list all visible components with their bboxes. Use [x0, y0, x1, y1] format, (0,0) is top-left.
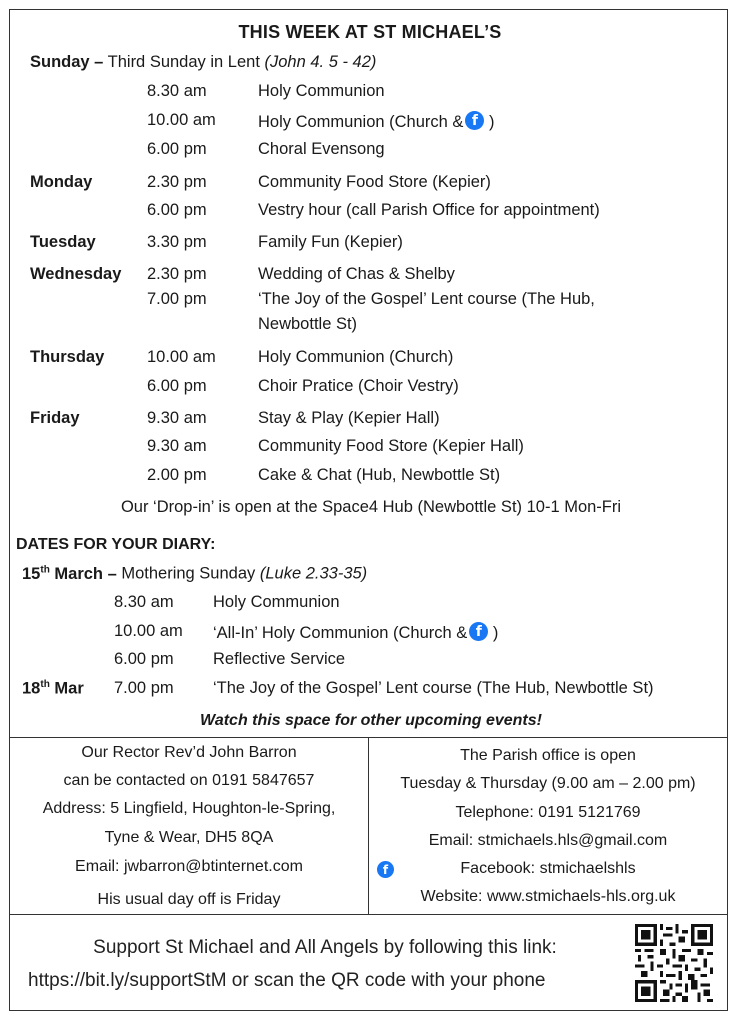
sunday-event-2: [258, 111, 495, 132]
march18-date: [22, 679, 84, 699]
march15-event-3: Reflective Service: [213, 650, 346, 668]
diary-heading: DATES FOR YOUR DIARY:: [16, 536, 216, 553]
wednesday-event-1: Wedding of Chas & Shelby: [258, 265, 455, 283]
march15-event-1: Holy Communion: [213, 593, 340, 611]
sunday-day: Sunday –: [30, 53, 104, 71]
divider-footer: [9, 914, 728, 915]
monday-event-1: Community Food Store (Kepier): [258, 173, 491, 191]
march15-date-sup: th: [40, 564, 50, 575]
march15-desc: Mothering Sunday: [116, 564, 260, 583]
friday-event-1: Stay & Play (Kepier Hall): [258, 409, 440, 427]
march15-date-rest: March –: [49, 564, 117, 583]
sunday-event-2-text: Holy Communion (Church &: [258, 113, 464, 131]
wednesday-event-2: ‘The Joy of the Gospel’ Lent course (The Hub,: [258, 290, 595, 308]
march15-time-1: 8.30 am: [114, 593, 174, 611]
wednesday-day: Wednesday: [30, 265, 122, 283]
march15-event-2: [213, 622, 498, 643]
office-line-1: The Parish office is open: [460, 747, 636, 764]
tuesday-day: Tuesday: [30, 233, 96, 251]
friday-time-1: 9.30 am: [147, 409, 207, 427]
thursday-event-1: Holy Communion (Church): [258, 348, 454, 366]
office-website: Website: www.stmichaels-hls.org.uk: [420, 888, 676, 905]
facebook-icon: f: [465, 111, 484, 130]
sunday-time-3: 6.00 pm: [147, 140, 207, 158]
march15-date: [22, 565, 117, 583]
rector-address-2: Tyne & Wear, DH5 8QA: [104, 829, 274, 846]
march15-time-3: 6.00 pm: [114, 650, 174, 668]
thursday-event-2: Choir Pratice (Choir Vestry): [258, 377, 459, 395]
wednesday-event-2-cont: Newbottle St): [258, 315, 358, 333]
sunday-reading: (John 4. 5 - 42): [264, 53, 377, 71]
qr-code-icon[interactable]: [635, 924, 713, 1002]
rector-day-off: His usual day off is Friday: [97, 891, 281, 908]
office-phone: Telephone: 0191 5121769: [455, 804, 641, 821]
monday-day: Monday: [30, 173, 93, 191]
rector-email: Email: jwbarron@btinternet.com: [75, 858, 303, 875]
march15-event-2-text: ‘All-In’ Holy Communion (Church &: [213, 624, 468, 642]
sunday-event-3: Choral Evensong: [258, 140, 385, 158]
march18-date-sup: th: [40, 679, 50, 690]
support-link[interactable]: https://bit.ly/supportStM or scan the QR code with your phone: [28, 970, 546, 991]
friday-time-2: 9.30 am: [147, 437, 207, 455]
monday-time-1: 2.30 pm: [147, 173, 207, 191]
thursday-day: Thursday: [30, 348, 105, 366]
rector-phone: can be contacted on 0191 5847657: [63, 772, 315, 789]
friday-time-3: 2.00 pm: [147, 466, 207, 484]
march18-time: 7.00 pm: [114, 679, 174, 697]
office-email: Email: stmichaels.hls@gmail.com: [428, 832, 668, 849]
sunday-desc: Third Sunday in Lent: [103, 53, 265, 71]
march18-date-num: 18: [22, 679, 41, 698]
monday-event-2: Vestry hour (call Parish Office for appointment): [258, 201, 600, 219]
office-hours: Tuesday & Thursday (9.00 am – 2.00 pm): [400, 775, 696, 792]
friday-event-2: Community Food Store (Kepier Hall): [258, 437, 524, 455]
office-facebook: Facebook: stmichaelshls: [460, 860, 636, 877]
march18-date-rest: Mar: [49, 679, 84, 698]
tuesday-time-1: 3.30 pm: [147, 233, 207, 251]
dropin-note: Our ‘Drop-in’ is open at the Space4 Hub (Newbottle St) 10-1 Mon-Fri: [120, 498, 622, 516]
facebook-icon: f: [469, 622, 488, 641]
support-line-1: Support St Michael and All Angels by following this link:: [93, 937, 557, 958]
monday-time-2: 6.00 pm: [147, 201, 207, 219]
wednesday-time-2: 7.00 pm: [147, 290, 207, 308]
march18-event: ‘The Joy of the Gospel’ Lent course (The Hub, Newbottle St): [213, 679, 654, 697]
watch-note: Watch this space for other upcoming events!: [200, 712, 542, 729]
march15-date-num: 15: [22, 564, 41, 583]
march15-time-2: 10.00 am: [114, 622, 183, 640]
wednesday-time-1: 2.30 pm: [147, 265, 207, 283]
facebook-icon-glyph: f: [377, 861, 394, 878]
page-title: THIS WEEK AT ST MICHAEL’S: [238, 22, 502, 42]
sunday-time-1: 8.30 am: [147, 82, 207, 100]
march15-heading: [22, 564, 367, 584]
thursday-time-2: 6.00 pm: [147, 377, 207, 395]
rector-line-1: Our Rector Rev’d John Barron: [81, 744, 297, 761]
sunday-event-1: Holy Communion: [258, 82, 385, 100]
thursday-time-1: 10.00 am: [147, 348, 216, 366]
friday-event-3: Cake & Chat (Hub, Newbottle St): [258, 466, 501, 484]
sunday-time-2: 10.00 am: [147, 111, 216, 129]
rector-address-1: Address: 5 Lingfield, Houghton-le-Spring,: [42, 800, 336, 817]
tuesday-event-1: Family Fun (Kepier): [258, 233, 403, 251]
sunday-event-2-close: ): [484, 113, 495, 131]
march15-reading: (Luke 2.33-35): [259, 564, 368, 583]
friday-day: Friday: [30, 409, 80, 427]
sunday-heading: [30, 53, 376, 72]
march15-event-2-close: ): [488, 624, 499, 642]
